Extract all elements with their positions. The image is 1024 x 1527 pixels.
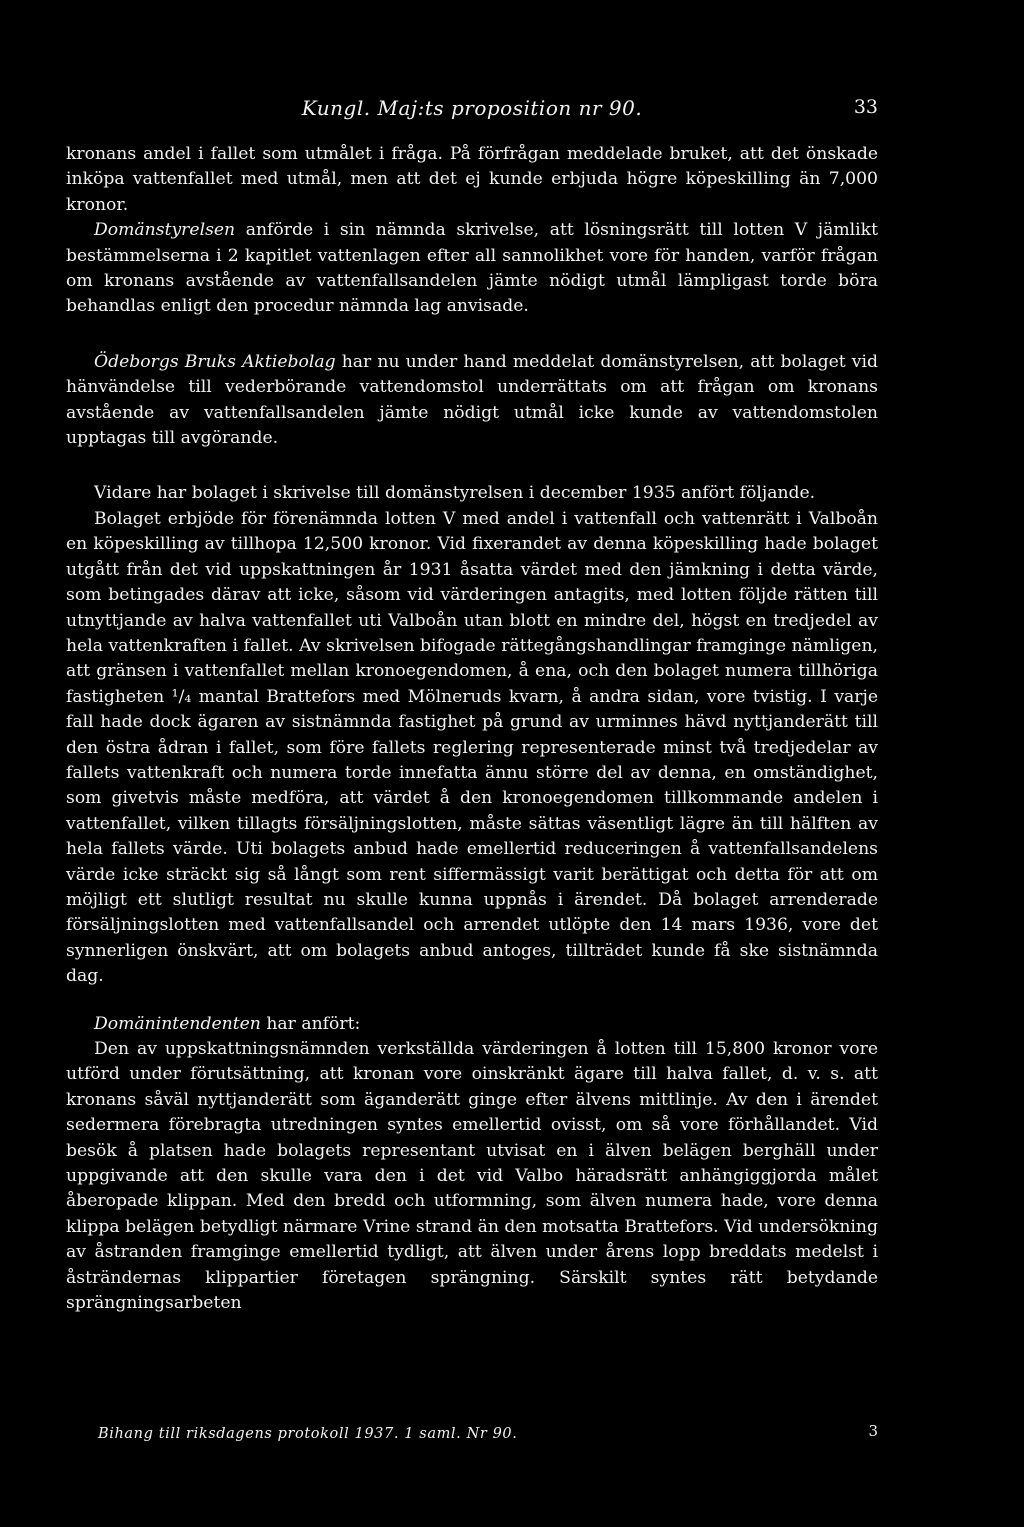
paragraph-2 [66, 218, 878, 320]
page-footer [98, 1422, 878, 1450]
paragraph-6 [66, 1012, 878, 1037]
footer-signature-number: 3 [868, 1422, 878, 1440]
paragraph-6-label: Domänintendenten [94, 1013, 261, 1034]
paragraph-3-label: Ödeborgs Bruks Aktiebolag [94, 351, 336, 372]
paragraph-6-text: har anfört: [266, 1013, 361, 1034]
running-title: Kungl. Maj:ts proposition nr 90. [301, 96, 643, 120]
paragraph-2-text: anförde i sin nämnda skrivelse, att lösningsrätt till lotten V jämlikt bestämmelserna i 2 kapitlet vattenlagen efter all sannolikhet vore för handen, varför frågan om kronans avstående av vattenfallsandelen jämte nödigt utmål lämpligast torde böra behandlas enligt den procedur nämnda lag anvisade. [66, 220, 878, 317]
paragraph-4: Vidare har bolaget i skrivelse till domänstyrelsen i december 1935 anfört följande. [94, 483, 816, 504]
paragraph-7: Den av uppskattningsnämnden verkställda värderingen å lotten till 15,800 kronor vore utförd under förutsättning, att kronan vore oinskränkt ägare till halva fallet, d. v. s. att kronans såväl nyttjanderätt som äganderätt ginge efter älvens mittlinje. Av den i ärendet sedermera förebragta utredningen syntes emellertid ovisst, om så vore förhållandet. Vid besök å platsen hade bolagets representant utvisat en i älven belägen berghäll under uppgivande att den skulle vara den i det vid Valbo häradsrätt anhängiggjorda målet åberopade klippan. Med den bredd och utformning, som älven numera hade, vore denna klippa belägen betydligt närmare Vrine strand än den motsatta Brattefors. Vid undersökning av åstranden framginge emellertid tydligt, att älven under årens lopp breddats medelst i åsträndernas klippartier företagen sprängning. Särskilt syntes rätt betydande sprängningsarbeten [66, 1039, 878, 1314]
page-number: 33 [853, 96, 878, 118]
paragraph-3 [66, 350, 878, 452]
footer-citation: Bihang till riksdagens protokoll 1937. 1 saml. Nr 90. [98, 1426, 518, 1442]
paragraph-3-text: har nu under hand meddelat domänstyrelsen, att bolaget vid hänvändelse till vederbörande vattendomstol underrättats om att frågan om kronans avstående av vattenfallsandelen jämte nödigt utmål icke kunde av vattendomstolen upptagas till avgörande. [66, 351, 878, 449]
body-text [66, 142, 878, 1316]
page-header [66, 96, 878, 128]
paragraph-2-label: Domänstyrelsen [94, 220, 236, 241]
paragraph-5: Bolaget erbjöde för förenämnda lotten V med andel i vattenfall och vattenrätt i Valboån en köpeskilling av tillhopa 12,500 kronor. Vid fixerandet av denna köpeskilling hade bolaget utgått från det vid uppskattningen år 1931 åsatta värdet med den jämkning i detta värde, som betingades därav att icke, såsom vid värderingen antagits, med lotten följde rätten till utnyttjande av halva vattenfallet uti Valboån utan blott en mindre del, högst en tredjedel av hela vattenkraften i fallet. Av skrivelsen bifogade rättegångshandlingar framginge nämligen, att gränsen i vattenfallet mellan kronoegendomen, å ena, och den bolaget numera tillhöriga fastigheten ¹/₄ mantal Brattefors med Mölneruds kvarn, å andra sidan, vore tvistig. I varje fall hade dock ägaren av sistnämnda fastighet på grund av urminnes hävd nyttjanderätt till den östra ådran i fallet, som före fallets reglering representerade minst två tredjedelar av fallets vattenkraft och numera torde innefatta ännu större del av denna, en omständighet, som givetvis måste medföra, att värdet å den kronoegendomen tillkommande andelen i vattenfallet, vilken tillagts försäljningslotten, måste sättas väsentligt lägre än till hälften av hela fallets värde. Uti bolagets anbud hade emellertid reduceringen å vattenfallsandelens värde icke sträckt sig så långt som rent siffermässigt varit berättigat och detta för att om möjligt ett slutligt resultat nu skulle kunna uppnås i ärendet. Då bolaget arrenderade försäljningslotten med vattenfallsandel och arrendet utlöpte den 14 mars 1936, vore det synnerligen önskvärt, att om bolagets anbud antoges, tillträdet kunde få ske sistnämnda dag. [66, 508, 878, 987]
paragraph-1: kronans andel i fallet som utmålet i fråga. På förfrågan meddelade bruket, att det önskade inköpa vattenfallet med utmål, men att det ej kunde erbjuda högre köpeskilling än 7,000 kronor. [66, 144, 878, 215]
